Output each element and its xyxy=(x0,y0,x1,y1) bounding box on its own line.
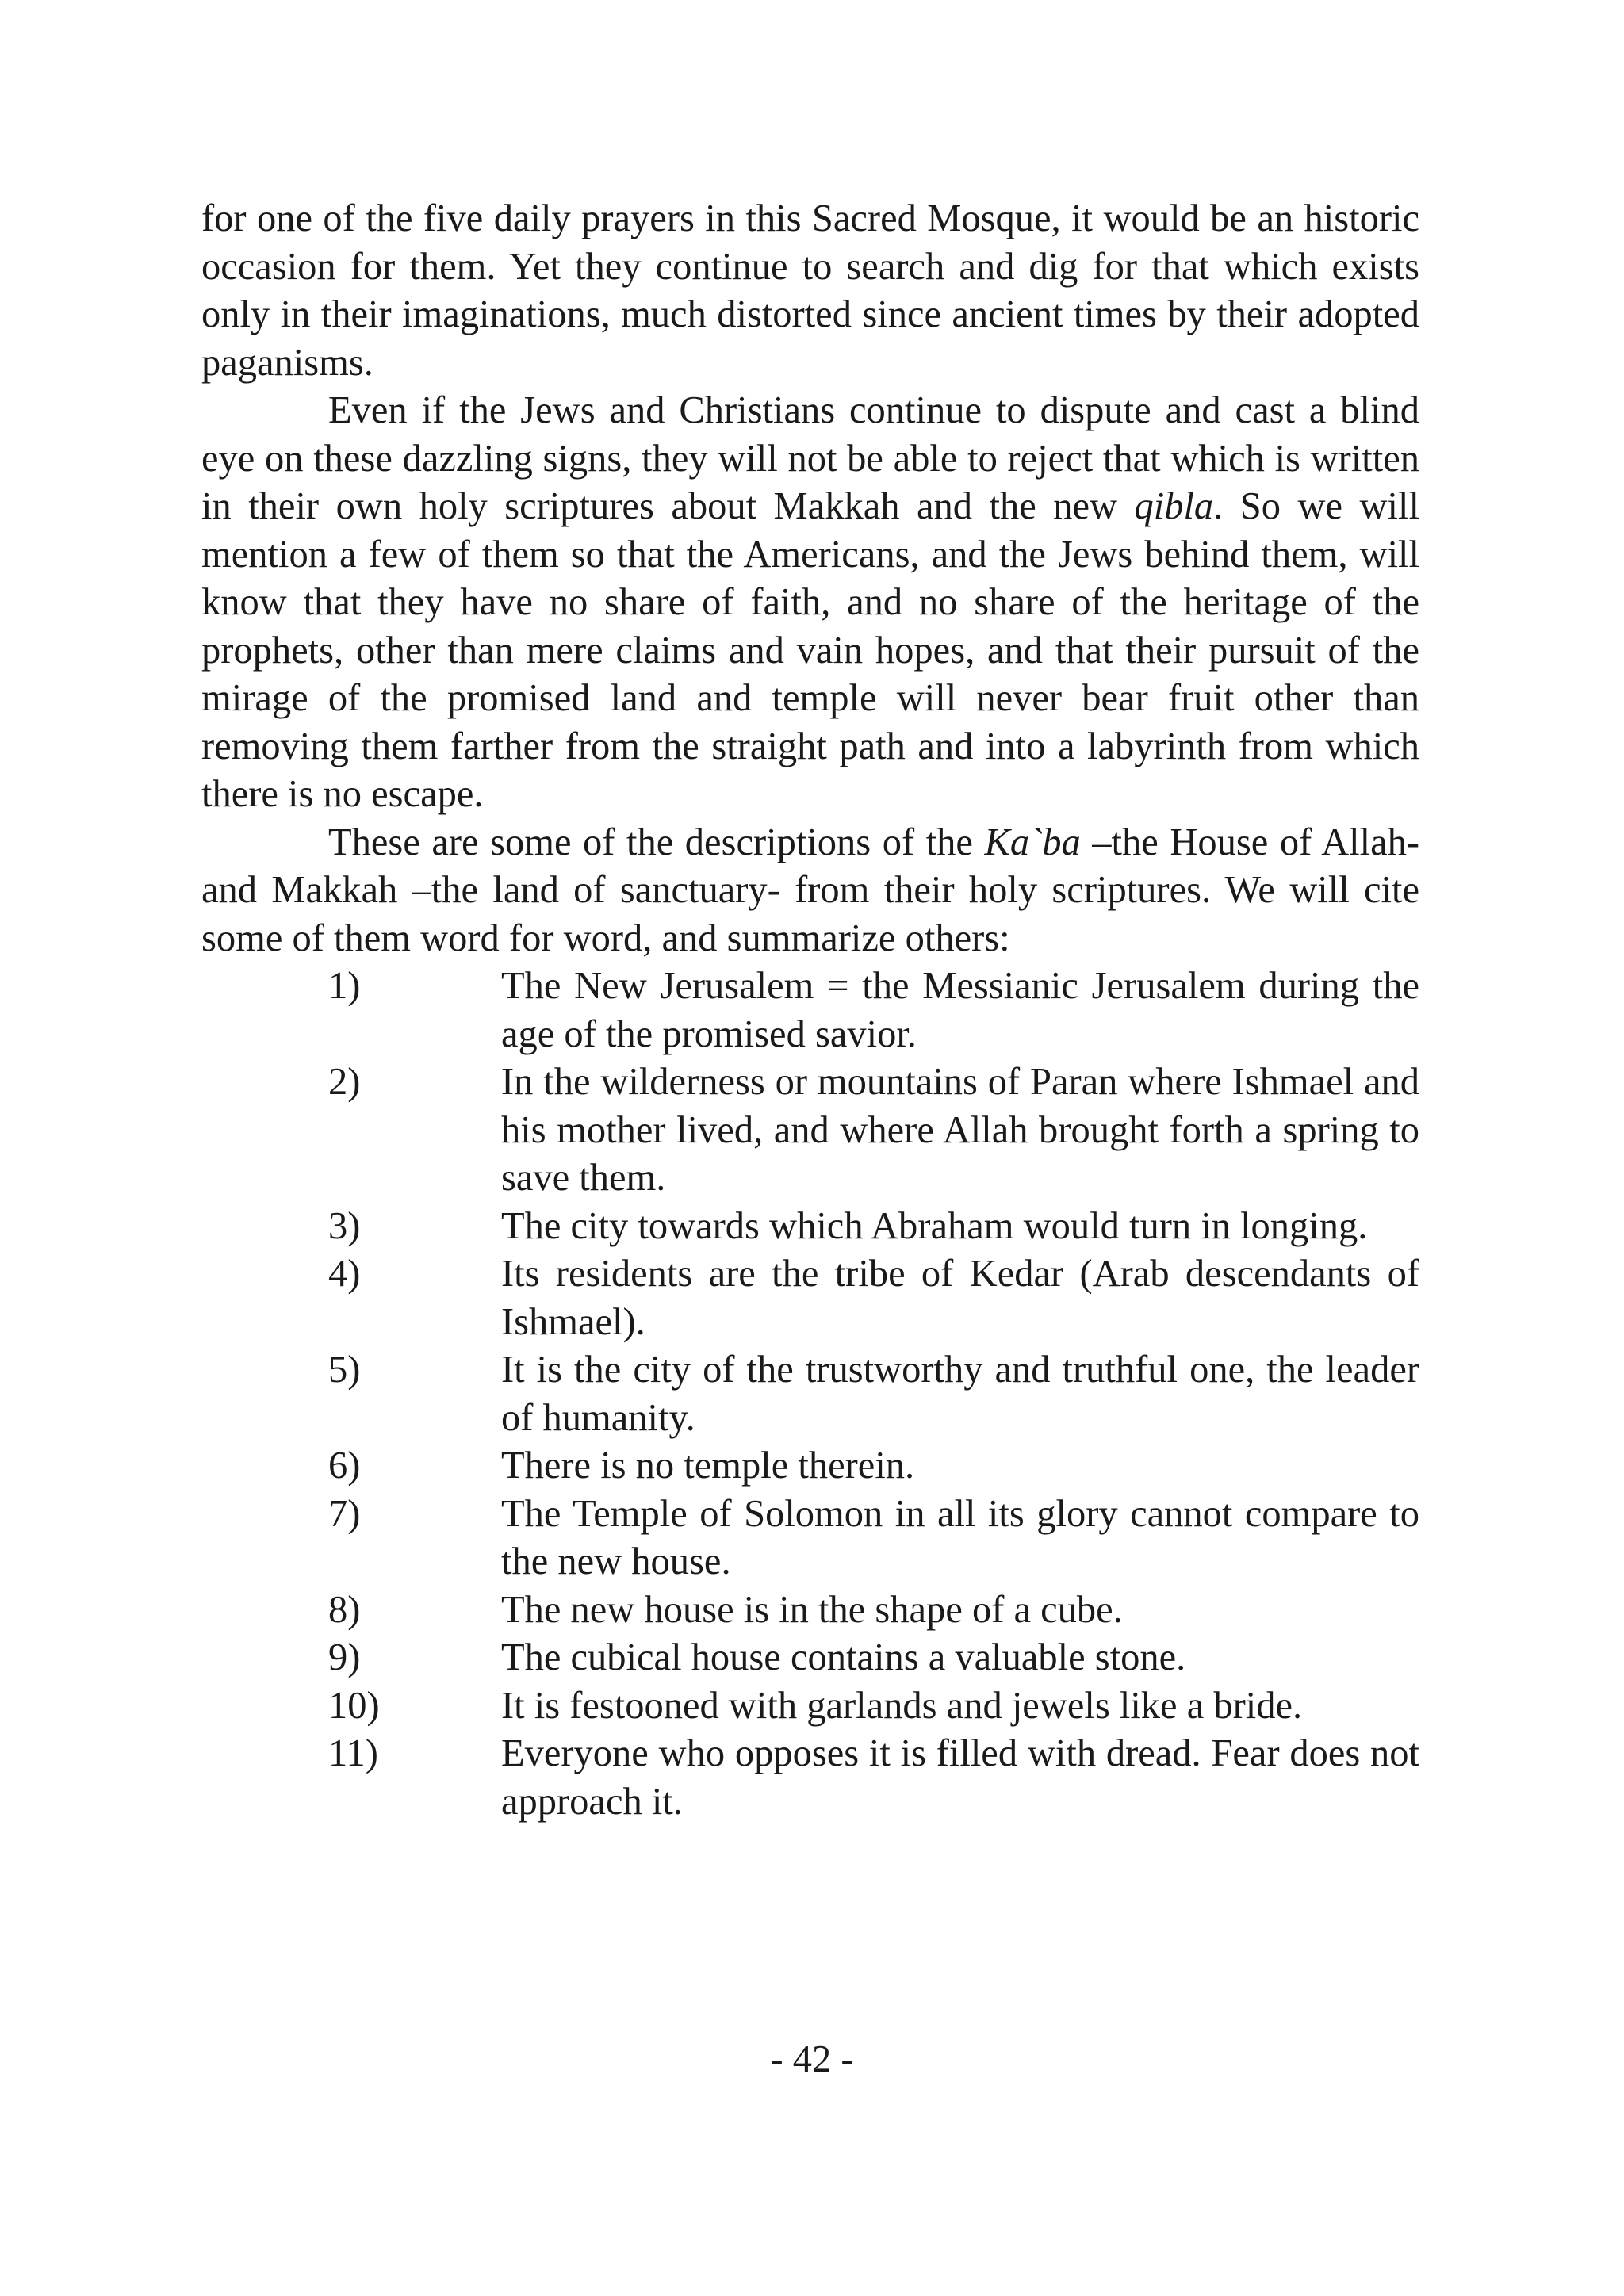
list-item-text: The cubical house contains a valuable stone. xyxy=(501,1636,1186,1678)
list-item xyxy=(201,1058,1419,1203)
list-item-text: There is no temple therein. xyxy=(501,1445,915,1487)
list-item-text: In the wilderness or mountains of Paran where Ishmael and his mother lived, and where Allah brought forth a spring to save them. xyxy=(501,1061,1419,1199)
paragraph-text: . So we will mention a few of them so that the Americans, and the Jews behind them, will know that they have no share of faith, and no share of the heritage of the prophets, other than mere claims and vain hopes, and that their pursuit of the mirage of the promised land and temple will never bear fruit other than removing them farther from the straight path and into a labyrinth from which there is no escape. xyxy=(201,485,1419,815)
list-item xyxy=(201,962,1419,1058)
numbered-list xyxy=(201,962,1419,1826)
list-item-number: 11) xyxy=(328,1732,378,1774)
paragraph-text: Even if the Jews and Christians continue to dispute and cast a blind eye on these dazzling signs, they will not be able to reject that which is written in their own holy scriptures about Makkah and the new xyxy=(201,389,1419,527)
list-item-number: 6) xyxy=(328,1445,361,1487)
list-item xyxy=(201,1586,1419,1635)
paragraph-scriptures xyxy=(201,387,1419,819)
paragraph-continuation: for one of the five daily prayers in this Sacred Mosque, it would be an historic occasion for them. Yet they continue to search and dig for that which exists only in their imaginations, much distorted since ancient times by their adopted paganisms. xyxy=(201,197,1419,384)
list-item xyxy=(201,1682,1419,1731)
italic-term-qibla: qibla xyxy=(1134,485,1214,527)
page-number: - 42 - xyxy=(770,2038,854,2080)
list-item-number: 5) xyxy=(328,1349,361,1391)
paragraph-text: –the House of Allah- and Makkah –the land of sanctuary- from their holy scriptures. We will cite some of them word for word, and summarize others: xyxy=(201,821,1419,959)
list-item xyxy=(201,1250,1419,1346)
list-item-text: The Temple of Solomon in all its glory cannot compare to the new house. xyxy=(501,1492,1419,1582)
list-item-text: The city towards which Abraham would turn in longing. xyxy=(501,1204,1368,1247)
list-item-number: 10) xyxy=(328,1684,380,1727)
list-item xyxy=(201,1203,1419,1251)
list-item-number: 4) xyxy=(328,1253,361,1295)
list-item xyxy=(201,1346,1419,1442)
page-body xyxy=(201,195,1419,1826)
list-item xyxy=(201,1730,1419,1826)
paragraph-descriptions xyxy=(201,819,1419,963)
list-item xyxy=(201,1490,1419,1586)
list-item-text: The new house is in the shape of a cube. xyxy=(501,1588,1123,1631)
italic-term-kaba: Ka`ba xyxy=(984,821,1081,863)
list-item xyxy=(201,1442,1419,1490)
list-item-text: The New Jerusalem = the Messianic Jerusalem during the age of the promised savior. xyxy=(501,965,1419,1055)
paragraph-text: These are some of the descriptions of the xyxy=(328,821,985,863)
list-item xyxy=(201,1634,1419,1682)
list-item-number: 9) xyxy=(328,1636,361,1678)
list-item-text: It is festooned with garlands and jewels like a bride. xyxy=(501,1684,1303,1727)
list-item-number: 1) xyxy=(328,965,361,1007)
list-item-number: 8) xyxy=(328,1588,361,1631)
list-item-text: It is the city of the trustworthy and truthful one, the leader of humanity. xyxy=(501,1349,1419,1439)
list-item-text: Everyone who opposes it is filled with dread. Fear does not approach it. xyxy=(501,1732,1419,1823)
list-item-number: 3) xyxy=(328,1204,361,1247)
list-item-text: Its residents are the tribe of Kedar (Arab descendants of Ishmael). xyxy=(501,1253,1419,1343)
list-item-number: 7) xyxy=(328,1492,361,1535)
list-item-number: 2) xyxy=(328,1061,361,1103)
